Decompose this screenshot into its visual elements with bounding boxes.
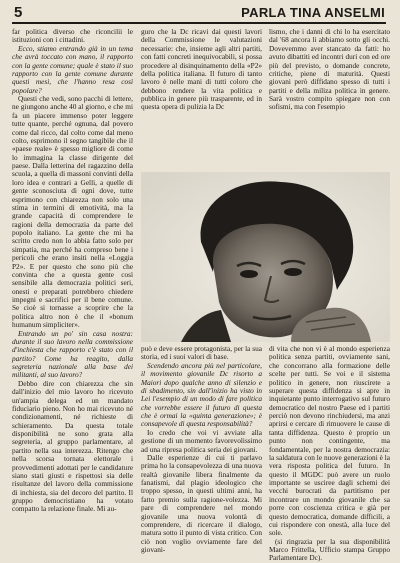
column-1 xyxy=(12,28,133,533)
column-2-top xyxy=(141,28,262,170)
paragraph: può e deve essere protagonista, per la sua storia, ed i suoi valori di base. xyxy=(141,344,262,362)
paragraph: far politica diverso che riconcilii le istituzioni con i cittadini. xyxy=(12,27,133,45)
paragraph: lismo, che i danni di chi lo ha esercitato dal '68 ancora li abbiamo sotto gli occhi. Dovevemmo aver stancato da fatti: ho avuto dibattiti ed incontri duri con ed ore più del previsto, o domande concrete, critiche, piene di maturità. Questi giovani però diffidano spesso di tutti i partiti e della miliza politica in genere. Sarà vostro compito spiegare non con sofismi, ma con l'esempio xyxy=(269,27,390,112)
column-3-top xyxy=(269,28,390,170)
acknowledgement: (si ringrazia per la sua disponibilità Marco Frittella, Ufficio stampa Gruppo Parlamentare Dc). xyxy=(269,536,390,563)
question: Ecco, stiamo entrando già in un tema che avrà toccato con mano, il rapporto con la gente comune; quale è stato il suo rapporto con la gente comune durante questi mesi, che l'hanno resa così popolare? xyxy=(12,43,133,95)
paragraph: Debbo dire con chiarezza che sin dall'inizio del mio lavoro ho ricevuto un'ampia delega ed un mandato fiduciario pieno. Non ho mai ricevuto né condizionamenti, né richieste di schieramento. Da questa totale disponibilità ne sono grata alla segreteria, al gruppo parlamentare, al partito nella sua interezza. Ritengo che nella scorsa tornata elettorale i provvedimenti adottati per le candidature siano stati giusti e rispettosi sia delle risultanze del lavoro della commissione di inchiesta, sia del decoro del partito. Il gruppo democristiano ha votato compatto la relazione finale. Mi au- xyxy=(12,378,133,514)
page-number: 5 xyxy=(14,4,23,21)
portrait-photo-icon xyxy=(141,172,390,342)
column-2-bottom xyxy=(141,344,262,554)
paragraph: Io credo che voi vi avviate alla gestione di un momento favorevolissimo ad una ripresa politica seria dei giovani. xyxy=(141,427,262,454)
column-3-bottom xyxy=(269,344,390,563)
header-rule xyxy=(12,22,386,24)
paragraph: guro che la Dc ricavi dai questi lavori della Commissione le valutazioni necessarie: che, insieme agli altri partiti, con fatti concreti inequivocabili, si possa procedere al disinquinamento della «P2» della politica italiana. Il futuro di tanto lavoro è nelle mani di tutti coloro che debbono rendere la vita politica e pubblica in genere più trasparente, ed in questa opera di pulizia la Dc xyxy=(141,27,262,112)
header-title: PARLA TINA ANSELMI xyxy=(241,5,385,20)
paragraph: Dalle esperienze di cui ti parlavo prima ho la consapevolezza di una nuova realtà giovanile libera finalmente da fanatismi, dal plagio ideologico che troppo spesso, in questi ultimi anni, ha fatto premio sulla ragione-volezza. Mi pare di comprendere nel mondo giovanile una nuova volontà di comprendere, di ricercare il dialogo, matura sotto il punto di vista critico. Con ciò non voglio ovviamente fare del giovani- xyxy=(141,452,262,554)
question: Entrando un po' sin casa nostra: durante il suo lavoro nella commissione d'inchiesta che rapporto c'è stato con il partito? Come ha reagito, dalla segreteria nazionale alla base dei militanti, al suo lavoro? xyxy=(12,328,133,380)
question: Scendendo ancora più nel particolare, il movimento giovanile Dc risorto a Maiori dopo qualche anno di silenzio e di sbadimento, sin dall'inizio ha visto in Lei l'esempio di un modo di fare politica che vorrebbe essere il futuro di questa che è ormai la «quinta generazione»; è consapevole di questa responsabilità? xyxy=(141,360,262,429)
paragraph: di vita che non vi è al mondo esperienza politica senza partiti, ovviamente sani, che concorrano alla formazione delle scelte per tutti. Se voi e il sistema politico in genere, non riuscirete a superare questa diffidenza si apre in inquietante punto interrogativo sul futuro democratico del nostro Paese ed i partiti perciò non devono rinchiudersi, ma anzi aprirsi e cercare di rimuovere le cause di tanta diffidenza. Questo è proprio un punto non contingente, ma fondamentale, per la nostra democrazia: la saldatura con le nuove generazioni è la vera risposta politica del futuro. In questo il MGDC può avere un ruolo importante se usciree dagli schemi dei vecchi burocrati da partitismo per incontrare un mondo giovanile che sa porre con coscienza critica e già per questo democratica, domande difficili, a cui rispondere con onestà, alla luce del sole. xyxy=(269,344,390,538)
paragraph: Questi che vedi, sono pacchi di lettere, ne giungono anche 40 al giorno, e che mi fa un piacere immenso poter leggere tutte quante, perché ognuna, dal povero come dal ricco, dal colto come dal meno colto, esprimono il segno tangibile che il «paese reale» è spesso migliore di come lo immagina la classe dirigente del paese. Dalla letterina del ragazzino della scuola, a quella di massoni convinti della loro idea e contrari a Gelli, a quelle di gente sconosciuta di ogni dove, tutte esprimono con chiarezza non solo una stima in termini di emotività, ma la grande capacità di comprendere le ragioni della democrazia da parte del popolo italiano. La gente che mi ha scritto credo non lo abbia fatto solo per simpatia, ma perché ha compreso bene i pericoli che erano insiti nella «Loggia P2». E per questo che sono più che convinta che a questa gente così sensibile alla democrazia politici seri, onesti e preparati potrebbero chiedere impegni e sacrifici per il bene comune. Se cioè si tornasse a scoprire che la politica altro non è che il «bonum humanum simpliciter». xyxy=(12,94,133,330)
portrait-photo xyxy=(141,172,390,342)
